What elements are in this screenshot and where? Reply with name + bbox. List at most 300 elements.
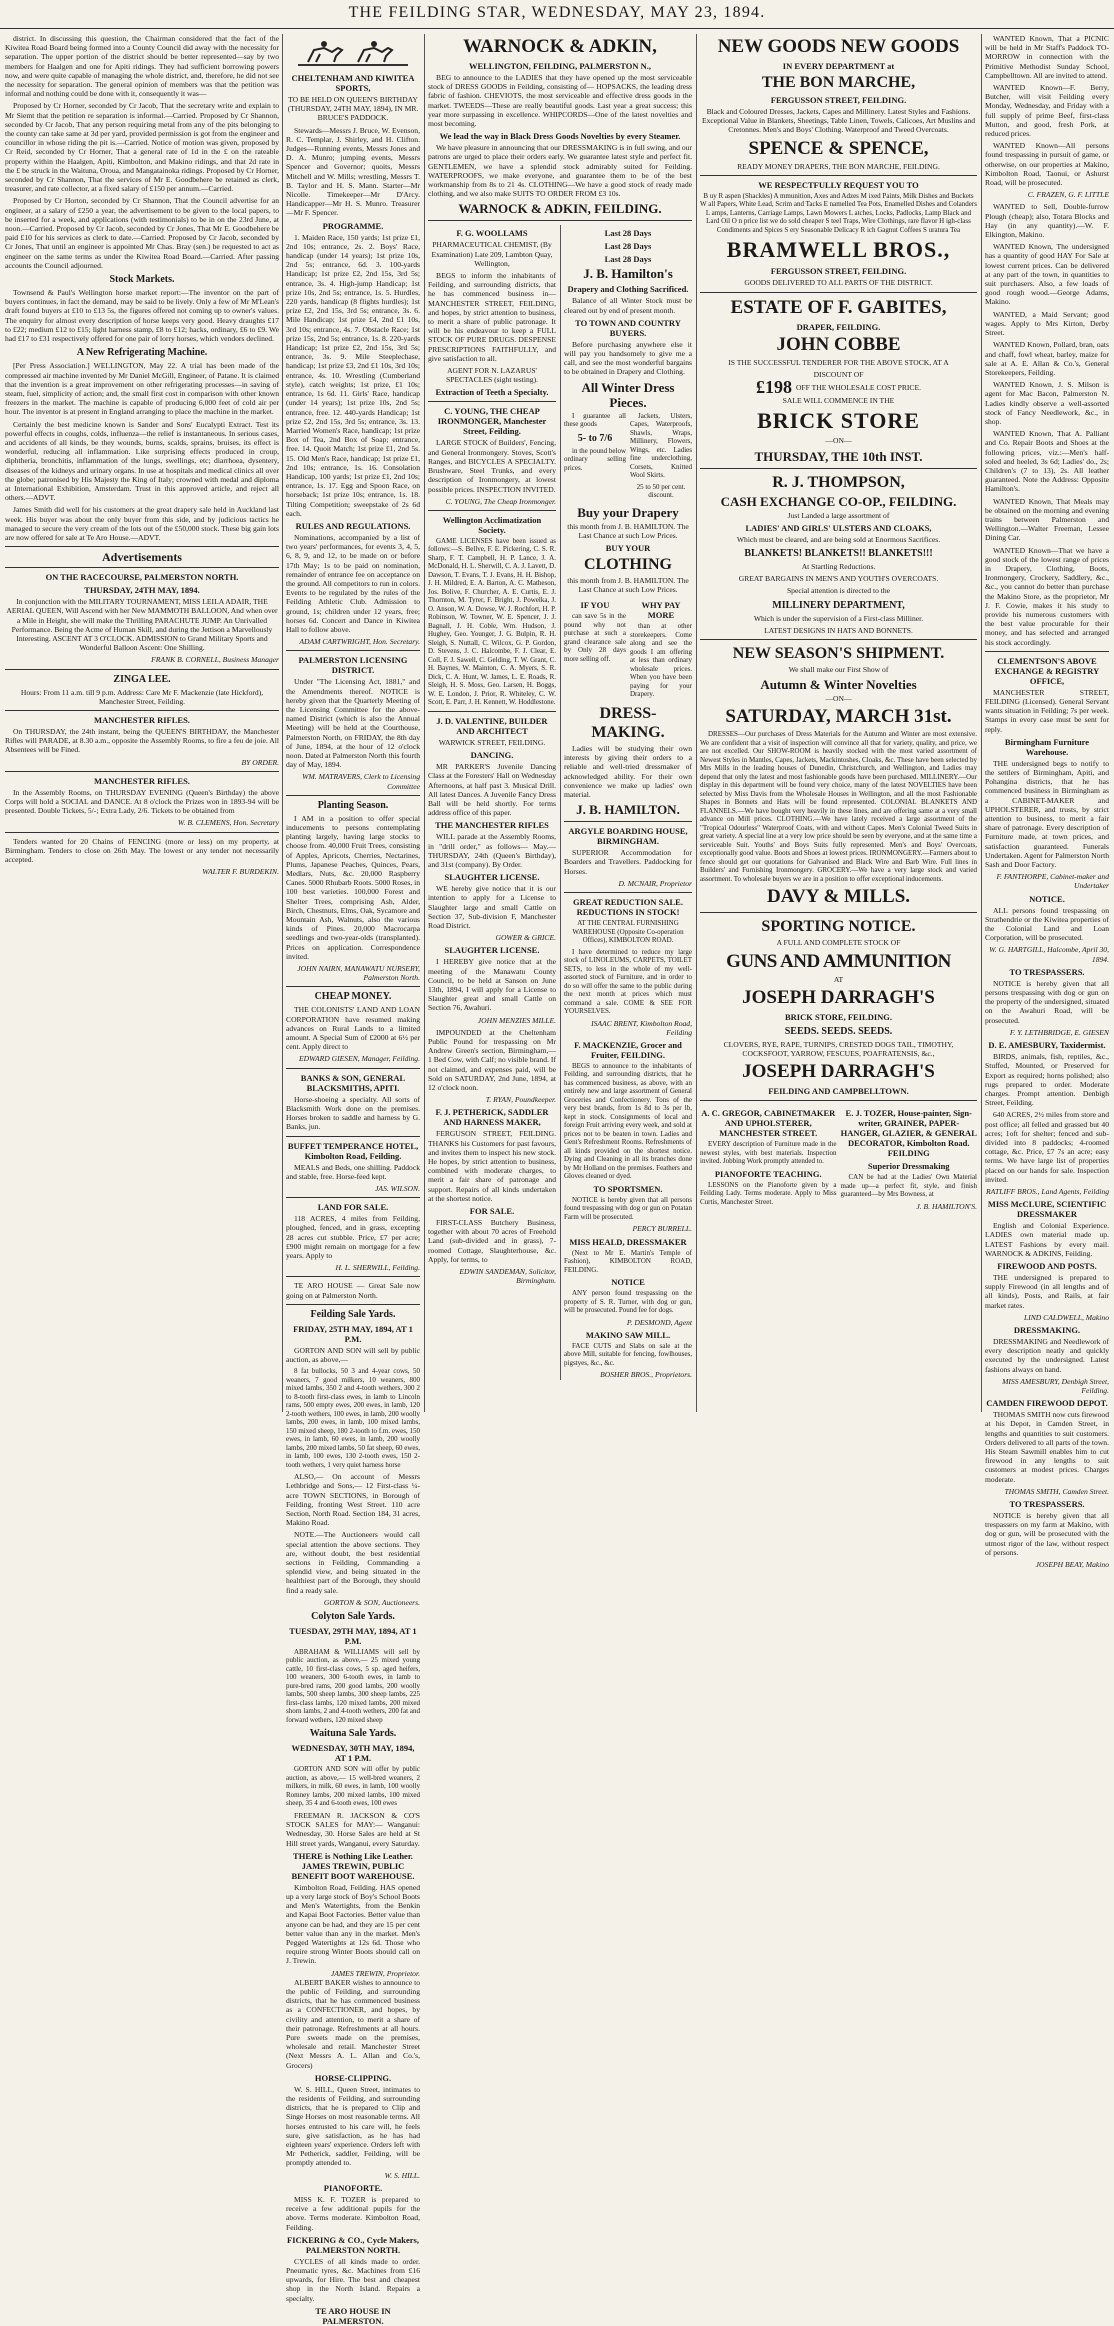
divider (5, 771, 279, 772)
taxidermist-heading: D. E. AMESBURY, Taxidermist. (988, 1040, 1106, 1051)
furniture-signature: F. FANTHORPE, Cabinet-maker and Undertaker (996, 872, 1109, 891)
shipment-text: DRESSES—Our purchases of Dress Materials for the Autumn and Winter are most extensive. We are confident that a visit of inspection will convince all that for variety, quality, and price, we are not excelled. Our SHOW-ROOM is heavily stocked with the most varied assortment of Newest Styles in Mantles, Capes, Jackets, Mackintoshes, Cloaks, &c. These have been selected by Mrs Mills in the leading houses of Dunedin, Christchurch, and Wellington, and Ladies may depend that only the latest and most fashionable goods have been purchased. MILLINERY.—Our display in this department will be found very choice, many of the latest NOVELTIES have been selected by Miss Davis from the Wholesale Houses in Wellington, and all the most Fashionable Shapes in Bonnets and Hats will be found represented. COLONIAL BLANKETS AND FLANNELS.—We have bought very heavily in these lines, and are offering same at a very small advance on Mill prices. CLOTHING.—We have lately received a large assortment of the "Tropical Odourless" Waterproof Coats, with and without Capes. Men's Colonial Tweed Suits in great variety. A special line at a very low price should be seen by everyone, and at the same time a serviceable Suit. Youths' and Boys Suits fully represented. Men's and Boys' Overcoats, exceptionally good value. Boots and Shoes at lowest prices. IRONMONGERY.—Farmers about to fence should get our quotations for Galvanised and Black Wire and Barb Wire. Full lines in Builders' and Furnishing Ironmongery. GROCERY.—We have a very large stock and varied assortment. To wholesale buyers we are in a position to offer exceptional inducements. (700, 730, 977, 883)
notice-text: ALL persons found trespassing on Strathendrie or the Kiwitea properties of the Colonial Land and Loan Corporation, will be prosecuted. (985, 905, 1109, 943)
also-text: ALSO,— On account of Messrs Lethbridge and Sons,— 12 First-class ¼-acre TOWN SECTIONS, in Borough of Feilding, fronting West Street. 110 acre Section, North Road. Section 184, 31 acres, Makino Road. (286, 1472, 420, 1528)
petherick-heading: F. J. PETHERICK, SADDLER AND HARNESS MAKER, (435, 1107, 549, 1128)
refrigerating-heading: A New Refrigerating Machine. (76, 347, 208, 359)
request-text: B uy R aspen (Shackles) A mmunition, Axes and Adzes M ixed Paints, Milk Dishes and Buckets W all Papers, White Lead, Scrim and Tacks E namelled Tea Pots, Enamelled Dishes and Colanders L amps, Lanterns, Carriage Lamps, Lawn Mowers L atches, Locks, Padlocks, Lamp Black and Lard Oil O n price list we do sold cheaper S teel Traps, Wire Clothings, rare flavor H igh-class Condiments and Spices S ery Seasonable Delicacy R ich Gagnut Coffees S uratura Tea (700, 191, 977, 234)
shipment-sub: We shall make our First Show of (788, 664, 889, 674)
shipment-novelties: Autumn & Winter Novelties (760, 677, 917, 693)
colyton-heading: Colyton Sale Yards. (311, 1610, 395, 1622)
column-3 (425, 34, 695, 1412)
licensing-signature: WM. MATRAVERS, Clerk to Licensing Committee (302, 772, 420, 791)
divider (428, 401, 556, 402)
notice-trespass-signature: P. DESMOND, Agent (626, 1317, 692, 1327)
shipment-date: SATURDAY, MARCH 31st. (725, 706, 952, 728)
land-text: 118 ACRES, 4 miles from Feilding, ploughed, fenced, and in grass, excepting 28 acres cut stubble. Price, £7 per acre; £900 might remain on mortgage for a few years. Apply to (286, 1214, 420, 1260)
brick-pre: SALE WILL COMMENCE IN THE (782, 396, 895, 406)
notice-heading: NOTICE. (1029, 893, 1065, 904)
divider (286, 1197, 420, 1198)
divider (564, 821, 692, 822)
divider (428, 220, 692, 221)
bramwell-heading: BRAMWELL BROS., (726, 237, 951, 263)
trespassers2-text: NOTICE is hereby given that all trespassers on my farm at Makino, with dog or gun, will be prosecuted with the utmost rigor of the law, without respect of persons. (985, 1511, 1109, 1557)
drapery-text: Balance of all Winter Stock must be cleared out by end of present month. (564, 296, 692, 315)
superior-dressmaking-text: CAN be had at the Ladies' Own Material made up—a perfect fit, style, and finish guaranteed—by Mrs Bowness, at (840, 1173, 977, 1199)
slaughter2-heading: SLAUGHTER LICENSE. (444, 945, 540, 956)
medicine-ad: Certainly the best medicine known is Sander and Sons' Eucalypti Extract. Test its powerful effects in coughs, colds, influenza—the relief is instantaneous. In serious cases, and accidents of all kinds, be they wounds, burns, scalds, sprains, bruises, its effect is wonderful, reducing all inflammation. Like surprising effects produced in croup, diphtheria, bronchitis, inflammation of the lungs, swellings, etc; diarrhoea, dysentery, diseases of the kidneys and urinary organs. In use at hospitals and medical clinics all over the globe; patronised by His Majesty the King of Italy; crowned with medal and diploma at International Exhibition, Amsterdam. Trust in this approved article, and reject all others.—ADVT. (5, 419, 279, 503)
makino-text: FACE CUTS and Slabs on sale at the above Mill, suitable for fencing, fowlhouses, pigstyes, &c., &c. (564, 1341, 692, 1367)
great-reduction-sub: AT THE CENTRAL FURNISHING WAREHOUSE (Opposite Co-operation Offices), KIMBOLTON ROAD. (572, 919, 684, 944)
cobbe-text: IS THE SUCCESSFUL TENDERER FOR THE ABOVE STOCK, AT A (728, 357, 949, 367)
tender-signature: WALTER F. BURDEKIN. (202, 867, 279, 877)
divider (700, 292, 977, 293)
warnock-locations: WELLINGTON, FEILDING, PALMERSTON N., (468, 61, 652, 71)
pianoforte-text: LESSONS on the Pianoforte given by a Feilding Lady. Terms moderate. Apply to Miss Curtis, Manchester Street. (700, 1180, 837, 1206)
slaughter-text: WE hereby give notice that it is our intention to apply for a License to Slaughter large and small Cattle on Section 37, Sub-division F, Manchester Road District. (428, 884, 556, 930)
wanted-picnic: WANTED Known, That a PICNIC will be held in Mr Staff's Paddock TO-MORROW in connection with the Primitive Methodist Sunday School, Campbelltown. All are invited to attend. (985, 34, 1109, 80)
sportsmen-signature: PERCY BURRELL. (632, 1224, 692, 1234)
divider (428, 510, 556, 511)
dressmaking-signature: MISS AMESBURY, Denbigh Street, Feilding. (1002, 1376, 1109, 1395)
young-text: LARGE STOCK of Builders', Fencing, and General Ironmongery. Stoves, Scott's Ranges, and BICYCLES A SPECIALTY. Brushware, Steel Trunks, and every description of Ironmongery, at lowest possible prices. INSPECTION INVITED. (428, 438, 556, 494)
whypay-heading: WHY PAY MORE (641, 600, 681, 621)
divider (700, 1100, 977, 1101)
heald-heading: MISS HEALD, DRESSMAKER (569, 1236, 687, 1247)
piano-heading: PIANOFORTE. (323, 2182, 383, 2193)
bon-marche-heading: NEW GOODS NEW GOODS (717, 36, 960, 57)
dressmaking-text: Ladies will be studying their own interests by giving their orders to a reliable and well-tried dressmaker of acknowledged ability. For their own convenience we make up ladies' own material. (564, 743, 692, 799)
rules-text: Nominations, accompanied by a list of two years' performances, for events 3, 4, 5, 6, 8, 9, and 12, to be made on or before 17th May; 1s to be paid on nomination, remainder of entrance fee on acceptance on the ground. All competitors to run in colors. Events to be regulated by the rules of the Feilding Athletic Club. Admission to ground, 1s; children under 12 years, free; horses 6d. Concert and Dance in Kiwitea Hall to follow above. (286, 532, 420, 634)
last-28-days: Last 28 Days (604, 254, 652, 265)
warnock-lead: We lead the way in Black Dress Goods Novelties by every Steamer. (439, 131, 681, 142)
stock-markets-heading: Stock Markets. (109, 274, 175, 286)
millinery-pre: Special attention is directed to the (786, 586, 891, 596)
woollams-sub: PHARMACEUTICAL CHEMIST, (By Examination) Late 209, Lambton Quay, Wellington, (431, 240, 553, 268)
te-aro-footer: TE ARO HOUSE IN PALMERSTON. (315, 2305, 391, 2326)
dress-price-sub: in the pound below ordinary selling prices. (564, 446, 626, 472)
cobbe-off: OFF THE WHOLESALE COST PRICE. (795, 382, 922, 392)
firewood-signature: LIND CALDWELL, Makino (1023, 1312, 1109, 1322)
dress-split (564, 412, 692, 503)
gabites-sub: DRAPER, FEILDING. (796, 321, 881, 332)
fickering-text: CYCLES of all kinds made to order. Pneumatic tyres, &c. Machines from £16 upwards, for Hire. The best and cheapest shop in the North Island. Repairs a specialty. (286, 2256, 420, 2303)
notice-trespass-text: ANY person found trespassing on the property of S. R. Turner, with dog or gun, will be prosecuted. Pound fee for dogs. (564, 1289, 692, 1315)
mcclure-text: English and Colonial Experience. LADIES own material made up. LATEST Fashions by every mail. WARNOCK & ADKINS, Feilding. (985, 1221, 1109, 1258)
dancing-heading: DANCING. (470, 750, 514, 761)
divider (286, 986, 420, 987)
slaughter-signature: GOWER & GRICE. (495, 933, 556, 943)
firewood-heading: FIREWOOD AND POSTS. (997, 1260, 1097, 1271)
dress-text: I guarantee all these goods (564, 411, 626, 429)
dress-right (630, 412, 692, 503)
slaughter2-text: I HEREBY give notice that at the meeting of the Manawatu County Council, to be held at Sanson on June 13th, 1894, I will apply for a License to Slaughter great and small Cattle on Section 76, Awahuri. (428, 957, 556, 1013)
trespassers2-heading: TO TRESPASSERS. (1009, 1499, 1085, 1510)
divider (286, 650, 420, 651)
valentine-text: WARWICK STREET, FEILDING. (438, 737, 546, 747)
balloon-signature: FRANK B. CORNELL, Business Manager (151, 655, 279, 665)
feilding-sale-heading: Feilding Sale Yards. (310, 1308, 396, 1320)
warnock-footer: WARNOCK & ADKIN, FEILDING. (458, 201, 662, 217)
tozer-heading: E. J. TOZER, House-painter, Sign-writer, GRAINER, PAPER-HANGER, GLAZIER, & GENERAL DECORATOR, Kimbolton Road. FEILDING (840, 1108, 977, 1159)
taxidermist-text: BIRDS, animals, fish, reptiles, &c., Stuffed, Mounted, or Preserved for Export as required; horns polished; also rugs prepared to order. Moderate charges. Prompt attention. Denbigh Street, Feilding. (985, 1052, 1109, 1108)
council-article: district. In discussing this question, the Chairman considered that the fact of the Kiwitea Road Board being formed into a County Council did away with the necessity for separation. The upper portion of the district should be better represented—say by two members for Haalgen and one for Apiti ridings. They had sufficient borrowing powers now, and were quite capable of managing the whole district, and, therefore, he did not see the necessity for separation. The general opinion of members was that the petition was informal and nothing could be done with it, consequently it was— (5, 34, 279, 99)
ifyou-left (564, 597, 626, 702)
brick-on: —ON— (825, 436, 852, 446)
thompson-goods: LADIES' AND GIRLS' ULSTERS AND CLOAKS, (745, 522, 932, 533)
trewin-signature: JAMES TREWIN, Proprietor. (330, 1968, 420, 1978)
sportsmen-text: NOTICE is hereby given that all persons found trespassing with dog or gun on Potatan Farm will be prosecuted. (564, 1195, 692, 1221)
land-heading: LAND FOR SALE. (317, 1202, 389, 1213)
col4-right (841, 1105, 978, 1214)
woollams-agent: AGENT FOR N. LAZARUS' SPECTACLES (sight testing). (446, 366, 538, 385)
warnock-heading: WARNOCK & ADKIN, (463, 36, 657, 57)
col4-left (700, 1105, 837, 1214)
banks-text: Horse-shoeing a specialty. All sorts of Blacksmith Work done on the premises. Horses broken to saddle and harness by G. Banks, jun. (286, 1094, 420, 1132)
planting-signature: JOHN NAIRN, MANAWATU NURSERY, Palmerston North. (297, 964, 420, 983)
refrigerating-text: [Per Press Association.] WELLINGTON, May 22. A trial has been made of the compressed air machine invented by Mr Daniel McGill, Engineer, of Patane. It is claimed that the invention is a great improvement on other refrigerating processes—in saving of steam, fuel, simplicity of action; and, the small first cost in comparison with other known freezers in the market. The machine is capable of producing 6,000 feet of cold air per hour. The inventor is at present in England arranging to place the machine in the market. (5, 361, 279, 417)
buffet-heading: BUFFET TEMPERANCE HOTEL, Kimbolton Road, Feilding. (287, 1140, 419, 1161)
millinery-heading: MILLINERY DEPARTMENT, (772, 599, 905, 611)
impound-text: IMPOUNDED at the Cheltenham Public Pound for trespassing on Mr Andrew Green's section, Birmingham,— 1 Bed Cow, with Calf; no visible brand. If not claimed, and expenses paid, will be Sold on SATURDAY, 2nd June, 1894, at 12 o'clock noon. (428, 1027, 556, 1092)
cobbe-discount: DISCOUNT OF (813, 369, 864, 379)
darragh-sub: BRICK STORE, FEILDING. (784, 1011, 893, 1022)
zinga-heading: ZINGA LEE. (113, 673, 171, 685)
colyton-text: ABRAHAM & WILLIAMS will sell by public auction, as above,— 25 mixed young cattle, 10 first-class cows, 5 sp. aged heifers, 100 weaners, 300 6-tooth ewes, in lamb to pure-bred rams, 200 good lambs, 200 woolly lambs, 500 sheep lambs, 300 sheep lambs, 225 first-class lambs, 120 mixed lambs, 200 mixed shorn lambs, 2 and 4-tooth wethers, 200 fat and forward wethers, 120 mixed sheep (286, 1647, 420, 1724)
pianoforte-heading: PIANOFORTE TEACHING. (714, 1168, 822, 1179)
thompson-text: Just Landed a large assortment of (787, 510, 890, 520)
superior-dressmaking-heading: Superior Dressmaking (867, 1161, 950, 1172)
thompson-heading: R. J. THOMPSON, (772, 473, 905, 491)
millinery-text: Which is under the supervision of a First-class Milliner. (753, 613, 924, 623)
woollams-heading: F. G. WOOLLAMS (456, 228, 528, 239)
bon-marche-address: FERGUSSON STREET, FEILDING. (770, 95, 907, 105)
land-signature: H. L. SHERWILL, Feilding. (335, 1263, 420, 1273)
ifyou-text: can save 5s in the pound why not purchase at such a grand clearance sale by Only 28 days more selling off. (564, 612, 626, 663)
superior-dressmaking-signature: J. B. HAMILTON'S. (916, 1201, 977, 1211)
drapery-heading: Drapery and Clothing Sacrificed. (567, 284, 689, 295)
warnock-text: BEG to announce to the LADIES that they have opened up the most serviceable stock of DRESS GOODS in Feilding, consisting of— HOPSACKS, the leading dress fabric of fashion. CHEVIOTS, the most serviceable and effective dress goods in the market. TWEEDS—These are really beautiful goods. Last year a great success; this year more surpassing in excellence. WHIPCORDS—One of the latest novelties and most becoming. (428, 73, 692, 129)
argyle-heading: ARGYLE BOARDING HOUSE, BIRMINGHAM. (568, 826, 688, 847)
te-aro-ad: TE ARO HOUSE — Great Sale now going on at Palmerston North. (286, 1281, 420, 1300)
rifles-social-signature: W. B. CLEMENS, Hon. Secretary (177, 818, 279, 828)
council-proposed: Proposed by Cr Horner, seconded by Cr Jacob, That the secretary write and explain to Mr Siemt that the petition re separation is informal.—Carried. Proposed by Cr Shannon, seconded by Cr Jacob, That any person requiring metal from any of the pits belonging to the county can take same at 3d per yard, provided permission is got from the engineer and councillor in whose riding the pit is.—Carried. Notice of motion was given, proposed by Cr Reid, seconded by Cr Horner, That a general rate of 1d in the £ on the rateable property within the Haalgen, Apiti, Kimbolton, and Makino ridings, and that 2d rate in the £ be struck in the Waituna, Oroua, and Mangatainoka ridings. Proposed by Cr Horner, seconded by Cr Shannon, That the services of Mr E. Goodbehere be retained as clerk, treasurer, and rate collector, at a fixed salary of £150 per annum.—Carried. (5, 101, 279, 194)
divider (985, 651, 1109, 652)
dancing-text: MR PARKER'S Juvenile Dancing Class at the Foresters' Hall on Wednesday Afternoons, at half past 3. Musical Drill. All latest Dances. A Juvenile Fancy Dress Ball will be held shortly. For terms address office of this paper. (428, 762, 556, 818)
millinery-footer: LATEST DESIGNS IN HATS AND BONNETS. (764, 625, 913, 635)
baker-text: ALBERT BAKER wishes to announce to the public of Feilding, and surrounding districts, that he has commenced business as a CONFECTIONER, and hopes, by civility and attention, to merit a share of their patronage. Refreshments at all hours. Pure sweets made on the premises, wholesale and retail. Manchester Street (Next Messrs A. L. Allan and Co.'s, Grocers) (286, 1977, 420, 2070)
forsale-text: FIRST-CLASS Butchery Business, together with about 70 acres of Freehold Land (sub-divided and in grass), 7-roomed Cottage, Slaughterhouse, &c. Apply, for terms, to (428, 1218, 556, 1264)
dressmaking-heading: DRESS-MAKING. (591, 704, 665, 741)
spence-heading: SPENCE & SPENCE, (748, 137, 929, 159)
waituna-date: WEDNESDAY, 30TH MAY, 1894, AT 1 P.M. (291, 1743, 415, 1764)
divider (286, 1136, 420, 1137)
balloon-ad: In conjunction with the MILITARY TOURNAMENT, MISS LEILA ADAIR, THE AERIAL QUEEN, Will Ascend with her New MAMMOTH BALLOON, And when over a Mile in Height, she will make the Thrilling PARACHUTE JUMP. An Unrivalled Performance. Being the Acme of Human Skill, and during the Jettison a Marvellously Interesting. ASCENT AT 3 O'CLOCK. ADMISSION to Grand Military Sports and Wonderful Balloon Ascent: One Shilling. (6, 597, 278, 653)
darragh-heading: JOSEPH DARRAGH'S (742, 986, 935, 1008)
young-signature: C. YOUNG, The Cheap Ironmonger. (445, 496, 556, 506)
sportsmen-heading: TO SPORTSMEN. (593, 1183, 663, 1194)
bramwell-sub: FERGUSSON STREET, FEILDING. (770, 266, 907, 277)
rules-signature: ADAM CARTWRIGHT, Hon. Secretary. (299, 637, 420, 647)
cobbe-price: £198 (755, 376, 792, 397)
dress-left (564, 412, 626, 503)
dressmaking-text: DRESSMAKING and Needlework of every description neatly and quickly executed by the undersigned. Latest fashions always on hand. (985, 1336, 1109, 1374)
manchester-rifles-text: WILL parade at the Assembly Rooms, in "drill order," as follows— May.—THURSDAY, 24th (Queen's Birthday), and 31st (company). By Order. (428, 832, 556, 869)
advertisements-heading: Advertisements (102, 550, 182, 565)
gabites-heading: ESTATE OF F. GABITES, (730, 296, 947, 318)
note-signature: GORTON & SON, Auctioneers. (323, 1597, 420, 1607)
spence-sub: READY MONEY DRAPERS, THE BON MARCHE, FEILDING. (737, 161, 940, 171)
wanted-hay: WANTED Known, The undersigned has a quantity of good HAY For Sale at lowest current prices. Can be delivered at any part of the town, in quantities to suit purchasers. Also, a few loads of good rough wood.—George Adams, Makino. (985, 242, 1109, 307)
great-reduction-text: I have determined to reduce my large stock of LINOLEUMS, CARPETS, TOILET SETS, to less in the whole of my well-assorted stock of Furniture, and in order to do so will offer the same to the public during the next month at prices which must command a sale. COME & SEE FOR YOURSELVES. (564, 947, 692, 1015)
fickering-heading: FICKERING & CO., Cycle Makers, PALMERSTON NORTH. (287, 2234, 419, 2255)
clothing-heading: CLOTHING (583, 556, 672, 574)
slaughter-heading: SLAUGHTER LICENSE. (444, 872, 540, 883)
guns-at: AT (833, 974, 844, 984)
camden-signature: THOMAS SMITH, Camden Street. (1004, 1486, 1109, 1496)
forsale-signature: EDWIN SANDEMAN, Solicitor, Birmingham. (459, 1267, 556, 1286)
rifles-social-text: In the Assembly Rooms, on THURSDAY EVENING (Queen's Birthday) the above Corps will hold a SOCIAL and DANCE. At 8 o'clock the Prizes won in 1893-94 will be presented. Double Tickets, 5/-; Extra Lady, 2/6. Tickets to be obtained from (5, 787, 279, 816)
divider (5, 546, 279, 547)
column-4 (697, 34, 980, 1412)
feilding-sale-list: 8 fat bullocks, 50 3 and 4-year cows, 50 weaners, 7 good milkers, 10 weaners, 800 mixed lambs, 350 2 and 4-tooth wethers, 300 2 to 8-tooth first-class ewes, in lamb to Lincoln rams, 500 empty ewes, 200 ewes, in lamb, 120 2-tooth wethers, 100 ewes, in lamb, 200 woolly lambs, 200 ewes, in lamb, 100 mixed lambs, 150 mixed sheep, 180 2-tooth to f.m. ewes, 150 ewes, in lamb, 60 ewes, in lamb, 200 woolly lambs, 200 mixed lambs, 50 fat sheep, 60 ewes, in lamb, 100 ewes, 130 2-tooth ewes, 150 2-tooth wethers, 1 very quiet harness horse (286, 1367, 420, 1469)
wanted-boots: WANTED Known, That A. Palliant and Co. Repair Boots and Shoes at the following prices, viz.:—Men's half-soled and heeled, 3s 6d; Ladies' do., 2s; Children's (7 to 13), 2s. All leather guaranteed. Note the Address: Opposite Hamilton's. (985, 429, 1109, 494)
cheltenham-heading: CHELTENHAM AND KIWITEA SPORTS, (291, 73, 415, 93)
warnock-text-2: We have pleasure in announcing that our DRESSMAKING is in full swing, and our patrons are urged to place their orders early. We guarantee latest style and perfect fit. GENTLEMEN, we have a splendid stock admirably suited for Feilding. WATERPROOFS, we make everyone, and guarantee them to be of the best workmanship from 8s to 21 4s. CLOTHING—We have a good stock of ready made clothing, and we also make SUITS TO ORDER FROM £3 10s. (428, 143, 692, 199)
col3-right (560, 225, 692, 1379)
impound-signature: T. RYAN, Poundkeeper. (485, 1095, 556, 1105)
bon-marche-text: Black and Coloured Dresses, Jackets, Capes and Millinery. Latest Styles and Fashions. Exceptional Value in Blankets, Sheetings, Table Linen, Towels, Calicoes, Art Muslins and Cretonnes. Men's and Boys' Clothing. Waterproof and Tweed Overcoats. (701, 107, 976, 135)
argyle-signature: D. MCNAIR, Proprietor (618, 878, 692, 888)
cheap-money-signature: EDWARD GIESEN, Manager, Feilding. (299, 1054, 420, 1064)
thompson-text-2: Which must be cleared, and are being sold at Enormous Sacrifices. (736, 534, 941, 544)
cobbe-price-line (700, 376, 977, 397)
sporting-heading: SPORTING NOTICE. (761, 918, 916, 936)
divider (5, 832, 279, 833)
blankets-heading: BLANKETS! BLANKETS!! BLANKETS!!! (744, 547, 933, 559)
divider (700, 639, 977, 640)
cheap-money-text: THE COLONISTS' LAND AND LOAN CORPORATION have resumed making advances on Rural Lands to a limited amount. A Special Sum of £2000 at 6½ per cent. Apply direct to (286, 1005, 420, 1052)
davy-mills-heading: DAVY & MILLS. (766, 886, 911, 908)
divider (428, 711, 556, 712)
col4-split (700, 1105, 977, 1214)
acclimatization-text: GAME LICENSES have been issued as follows:—S. Bellve, F. E. Pickering, C. S. R. Sharp, F. T. Campbell, H. P. Lance, J. A. McDonald, H. L. Sherwill, C. A. J. Lavett, D. Dawson, T. Evans, T. J. Evans, H. H. Bishop, J. H. Mildred, E. A. Barton, A. C. Matheson, Jos. Bolive, F. Churcher, A. E. Curtis, E. J. Thornton, M. Tyrer, F. Bright, J. Powelka, J. O. Anson, W. A. Dowse, W. J. Rochfort, H. P. Robinson, W. Towner, W. E. Spencer, J. J. Bagnall, J. H. Coble, Wm. Hudson, J. Hughey, Geo. Younger, J. G. Bulpin, R. H. Sleigh, S. Nuttall, C. Wilcox, G. P. Gordon, D. Stevens, J. C. Halcombe, F. J. Clear, E. Coll, F. J. Sawell, C. Gelding, T. W. Grant, C. H. Baynes, W. Mainton, C. A. Myers, S. R. Dick, C. A. Hunt, W. James, L. E. Roads, R. Sleigh, H. S. Moss, Geo. Larsen, H. Boggs, W. E. London, J. Prior, R. Whiteley, C. W. Scott, E. Parr, J. H. Kennett, W. Hoddlestone. (428, 536, 556, 707)
masthead: THE FEILDING STAR, WEDNESDAY, MAY 23, 1894. (0, 4, 1114, 29)
rifles-text: On THURSDAY, the 24th instant, being the QUEEN'S BIRTHDAY, the Manchester Rifles will PARADE, at 8.30 a.m., opposite the Assembly Rooms, to fire a feu de joie. All Absentees will be Fined. (5, 726, 279, 755)
divider (700, 468, 977, 469)
mackenzie-heading: F. MACKENZIE, Grocer and Fruiter, FEILDING. (574, 1039, 682, 1060)
wanted-plough: WANTED to Sell, Double-furrow Plough (cheap); also, Totara Blocks and Hay (in any quantity).—W. F. Elkington, Makino. (985, 202, 1109, 240)
teeth-heading: Extraction of Teeth a Specialty. (435, 387, 549, 398)
furniture-text: THE undersigned begs to notify to the settlers of Birmingham, Apiti, and Pohangina districts, that he has commenced business in Birmingham as a CABINET-MAKER and UPHOLSTERER, and trusts, by strict attention to business, to merit a fair share of patronage. Every description of Furniture made, at town prices, and satisfaction guaranteed. Funerals Undertaken. Agent for Palmerston North Sash and Door Factory. (985, 758, 1109, 870)
darragh2-sub: FEILDING AND CAMPBELLTOWN. (768, 1086, 909, 1097)
gregor-text: EVERY description of Furniture made in the newest styles, with best materials. Inspection invited. Jobbing Work promptly attended to. (700, 1140, 837, 1166)
divider (5, 567, 279, 568)
waituna-text: GORTON AND SON will offer by public auction, as above,— 15 well-bred weaners, 2 milkers, in milk, 60 ewes, in lamb, 100 woolly Romney lambs, 200 mixed lambs, 100 mixed sheep, 35 4 and 6-tooth ewes, 100 ewes (286, 1765, 420, 1808)
makino-heading: MAKINO SAW MILL. (585, 1329, 671, 1340)
clementson-text: MANCHESTER STREET, FEILDING (Licensed). General Servant wants situation in Feilding; 7s per week. Stamps in every case must be sent for reply. (985, 687, 1109, 734)
wanted-milson: WANTED Known, J. S. Milson is agent for Mac Bacon, Palmerston N. Ladies kindly observe a well-assorted stock of Fancy Needlework, &c., in shop. (985, 380, 1109, 426)
acres-signature: RATLIFF BROS., Land Agents, Feilding (986, 1186, 1109, 1196)
col3-split (428, 225, 692, 1379)
petherick-text: FERGUSON STREET, FEILDING. THANKS his Customers for past favours, and invites them to inspect his new stock. He hopes, by strict attention to business, combined with moderate charges, to merit a fair share of patronage and support. Repairs of all kinds undertaken at the shortest notice. (428, 1129, 556, 1203)
tender-text: Tenders wanted for 20 Chains of FENCING (more or less) on my property, at Birmingham. Tenders to close on 26th May. The lowest or any tender not necessarily accepted. (5, 836, 279, 865)
trespassers-signature: F. Y. LETHBRIDGE, E. GIESEN (1009, 1027, 1109, 1037)
divider (564, 892, 692, 893)
wanted-trespass-signature: C. FRAZEN, G. F. LITTLE (1027, 190, 1109, 200)
whypay-text: than at other storekeepers. Come along and see the goods I am offering at less than ordinary wholesale prices. When you have been paying for your Drapery. (630, 622, 692, 699)
col3-left (428, 225, 556, 1379)
sporting-sub: A FULL AND COMPLETE STOCK OF (776, 938, 901, 948)
firewood-text: THE undersigned is prepared to supply Firewood (in all lengths and of all kinds), Posts, and Rails, at fair market rates. (985, 1272, 1109, 1310)
valentine-heading: J. D. VALENTINE, BUILDER AND ARCHITECT (436, 715, 548, 736)
great-reduction-signature: ISAAC BRENT, Kimbolton Road, Feilding (591, 1018, 692, 1037)
clothing-sub: this month from J. B. HAMILTON. The Last Chance at such Low Prices. (567, 576, 689, 595)
rifles-signature: BY ORDER. (241, 757, 279, 767)
trespassers-heading: TO TRESPASSERS. (1009, 966, 1085, 977)
james-smith-ad: James Smith did well for his customers at the great drapery sale held in Auckland last week. His buyer was about the only buyer from this side, and by judicious tactics he managed to secure the very cream of the lots out of the £50,000 stock. These big gain lots are now offered for sale at Te Aro House.—ADVT. (5, 505, 279, 542)
programme-text: 1. Maiden Race, 150 yards; 1st prize £1, 2nd 10s; entrance, 2s. 2. Boys' Race, handicap (under 14 years); 1st prize 10s, 2nd 5s; entrance, 6d. 3. 100-yards Handicap; 1st prize £2, 2nd 15s, 3rd 5s; entrance, 3s. 4. High-jump Handicap; 1st prize 10s, 2nd 5s; entrance, 1s. 5. Hurdles, 220 yards, handicap (8 flights hurdles); 1st prize £2, 2nd 15s, 3rd 5s; entrance, 3s. 6. Mile Handicap; 1st prize £4, 2nd £1 10s, 3rd 10s; entrance, 4s. 7. Obstacle Race; 1st prize 15s, 2nd 5s; entrance, 1s. 8. 220-yards Handicap; 1st prize £2, 2nd 15s, 3rd 5s; entrance, 3s. 9. Mile Steeplechase, handicap; 1st prize £3, 2nd £1 10s, 3rd 10s; entrance, 4s. 10. Wrestling (Cumberland style), catch weights; 1st prize, £1 10s; entrance, 1s 6d. 11. Girls' Race, handicap (under 14 years); 1st prize 10s, 2nd 5s; entrance, free. 12. 440-yards Handicap; 1st prize £2, 2nd 15s, 3rd 5s; entrance, 3s. 13. Married Women's Race, handicap; 1st prize Box of Tea, 2nd Box of Soap; entrance, free. 14. Quoit Match; 1st prize £1, 2nd 5s. 15. Old Men's Race, handicap; 1st prize £1, 2nd 10s; entrance, 1s. 16. Consolation Handicap, 100 yards; 1st prize £1, 2nd 10s; entrance, 1s. 17. Egg and Spoon Race, on horseback; 1st prize 10s; entrance, 1s. 18. Tilting Competition; sweepstake of 2s 6d each. (286, 232, 420, 518)
woollams-text: BEGS to inform the inhabitants of Feilding, and surrounding districts, that he has commenced business in— MANCHESTER STREET, FEILDING, and hopes, by strict attention to business, to merit a share of public patronage. It will be his endeavour to keep a FULL STOCK OF PURE DRUGS. DESPENSE PRESCRIPTIONS FAITHFULLY, and give satisfaction to all. (428, 271, 556, 363)
bramwell-footer: GOODS DELIVERED TO ALL PARTS OF THE DISTRICT. (744, 278, 933, 288)
whypay-right (630, 597, 692, 702)
column-2 (283, 34, 423, 2326)
ifyou-split (564, 597, 692, 702)
guns-heading: GUNS AND AMMUNITION (726, 950, 951, 972)
trespassers-text: NOTICE is hereby given that all persons trespassing with dog or gun on the property of the undersigned, situated on the Awahuri Road, will be prosecuted. (985, 978, 1109, 1025)
town-heading: TO TOWN AND COUNTRY BUYERS. (575, 317, 681, 338)
wanted-maid: WANTED, a Maid Servant; good wages. Apply to Mrs Kirton, Derby Street. (985, 309, 1109, 338)
slaughter2-signature: JOHN MENZIES MILLE. (477, 1015, 556, 1025)
forsale-heading: FOR SALE. (469, 1206, 515, 1217)
column-1 (2, 34, 282, 1412)
cheltenham-text: Stewards—Messrs J. Bruce, W. Evenson, R. C. Templar, J. Shirley, and H. Clifton. Judges—Running events, Messrs Jones and D. A. Munro; jumping events, Messrs Spencer and Governor; quoits, Messrs Mitchell and W. Mills; wrestling, Messrs T. B. Taylor and H. S. Mann. Starter—Mr Nicolle. Timekeeper—Mr D'Arcy. Handicapper—Mr H. S. Munro. Treasurer—Mr F. Spencer. (286, 125, 420, 218)
mcclure-heading: MISS McCLURE, SCIENTIFIC DRESSMAKER (987, 1199, 1107, 1220)
horse-race-illustration (298, 36, 408, 70)
racecourse-heading: ON THE RACECOURSE, PALMERSTON NORTH. (45, 572, 239, 583)
dressmaking-heading: DRESSMAKING. (1013, 1324, 1081, 1335)
divider (5, 710, 279, 711)
column-5 (982, 34, 1112, 1570)
camden-text: THOMAS SMITH now cuts firewood at his Depot, in Camden Street, in lengths and quantities to suit customers. Orders delivered to all parts of the town. His Steam Sawmill enables him to cut firewood in any lengths to suit customers at modest prices. Charges moderate. (985, 1410, 1110, 1484)
hill-text: W. S. HILL, Queen Street, intimates to the residents of Feilding, and surrounding districts, that he is prepared to Clip and Singe Horses on most reasonable terms. All horses entrusted to his care will, he feels sure, give satisfaction, as he has had eighteen years' experience. Orders left with Mr Petherick, saddler, Feilding, will be promptly attended to. (286, 2084, 420, 2168)
cobbe-heading: JOHN COBBE (776, 333, 901, 355)
request-heading: WE RESPECTFULLY REQUEST YOU TO (758, 179, 919, 190)
last-28-days: Last 28 Days (604, 228, 652, 239)
trewin-text: Kimbolton Road, Feilding. HAS opened up a very large stock of Boy's School Boots and Men's Watertights, from the Benkin and Kapai Boot Factories. Better value than anyone can be had, and they are 15 per cent better value than any in the market. Men's Pegged Watertights at 12s 6d. Those who require strong Winter Boots should call on J. Trewin. (286, 1882, 420, 1966)
buy-sub: this month from J. B. HAMILTON. The Last Chance at such Low Prices. (567, 521, 689, 540)
wanted-meals: WANTED Known, That Meals may be obtained on the morning and evening trains between Palmerston and Wellington.—Walter Freeman, Lessee Dining Car. (985, 496, 1109, 543)
dress-heading: All Winter Dress Pieces. (581, 379, 675, 410)
seeds-heading: SEEDS. SEEDS. SEEDS. (784, 1025, 893, 1037)
buy-your: BUY YOUR (605, 543, 651, 554)
thompson-sub: CASH EXCHANGE CO-OP., FEILDING. (720, 493, 957, 509)
wanted-makino-store: WANTED Known—That we have a good stock of the lowest range of prices in Drapery, Clothing, Boots, Ironmongery, Crockery, Saddlery, &c., &c., you cannot do better than purchase the Makino Store, as the proprietor, Mr J. F. Cowie, makes it his study to provide his numerous customers with the best value procurable for their money, and has selected and arranged his stock accordingly. (985, 545, 1109, 647)
hamilton-name: J. B. Hamilton's (583, 266, 673, 282)
dress-price: 5- to 7/6 (577, 432, 613, 444)
town-text: Before purchasing anywhere else it will pay you handsomely to give me a call, and see the most wonderful bargains to be obtained in Drapery and Clothing. (564, 339, 692, 377)
cheap-money-heading: CHEAP MONEY. (314, 991, 392, 1003)
argyle-text: SUPERIOR Accommodation for Boarders and Travellers. Paddocking for Horses. (564, 848, 692, 876)
feilding-sale-date: FRIDAY, 25TH MAY, 1894, AT 1 P.M. (293, 1323, 413, 1344)
furniture-heading: Birmingham Furniture Warehouse. (1004, 736, 1090, 757)
manchester-rifles-heading: THE MANCHESTER RIFLES (435, 820, 549, 831)
buy-heading: Buy your Drapery (577, 504, 679, 520)
rifles-heading: MANCHESTER RIFLES. (94, 714, 190, 725)
rules-heading: RULES AND REGULATIONS. (295, 520, 411, 531)
dress-right-text: Jackets, Ulsters, Capes, Waterproofs, Shawls, Wraps, Millinery, Flowers, Wings, etc. Ladies fine underclothing, Corsets, Knitted Wool Skirts. (630, 411, 692, 480)
heald-text: (Next to Mr E. Martin's Temple of Fashion), KIMBOLTON ROAD, FEILDING. (564, 1248, 692, 1274)
wanted-pollard: WANTED Known, Pollard, bran, oats and chaff, fowl wheat, barley, maize for sale at A. E. Allan & Co.'s, General Storekeepers, Feilding. (985, 340, 1109, 377)
council-engineer: Proposed by Cr Horton, seconded by Cr Shannon, That the Council advertise for an engineer, at a salary of £250 a year, the advertisement to be given to the local papers, to be inserted for a week, and applications (with testimonials) to be in on the 23rd June, at noon.—Carried. Proposed by Cr Jacob, seconded by Cr Jones, That Mr E. Goodbehere be paid £10 for his services as clerk to date.—Carried. Proposed by Cr Jacob, seconded by Cr Jones, That until an engineer is appointed Mr Chas. Bray (sen.) be requested to act as engineer on the same terms as under the Kiwitea Road Board.—Carried. After passing accounts the Council adjourned. (5, 196, 279, 270)
banks-heading: BANKS & SON, GENERAL BLACKSMITHS, APITI. (300, 1072, 406, 1093)
brick-store-heading: BRICK STORE (757, 408, 920, 434)
gregor-heading: A. C. GREGOR, CABINETMAKER AND UPHOLSTERER, MANCHESTER STREET. (701, 1108, 836, 1139)
darragh2-heading: JOSEPH DARRAGH'S (742, 1061, 935, 1083)
zinga-text: Hours: From 11 a.m. till 9 p.m. Address: Care Mr F. Mackenzie (late Hickford), Manchester Street, Feilding. (20, 687, 264, 706)
divider (700, 175, 977, 176)
clementson-heading: CLEMENTSON'S ABOVE EXCHANGE & REGISTRY OFFICE, (994, 655, 1100, 686)
shipment-heading: NEW SEASON'S SHIPMENT. (732, 644, 945, 662)
hill-heading: HORSE-CLIPPING. (314, 2072, 392, 2083)
cheltenham-sub: TO BE HELD ON QUEEN'S BIRTHDAY (THURSDAY, 24TH MAY, 1894), IN MR. BRUCE'S PADDOCK. (287, 95, 419, 123)
feilding-sale-text: GORTON AND SON will sell by public auction, as above,— (286, 1345, 420, 1364)
divider (286, 1276, 420, 1277)
notice-trespass-heading: NOTICE (611, 1277, 645, 1288)
waituna-heading: Waituna Sale Yards. (309, 1728, 397, 1740)
bon-marche-sub: IN EVERY DEPARTMENT at (782, 61, 895, 71)
makino-signature: BOSHER BROS., Proprietors. (600, 1370, 692, 1380)
mackenzie-text: BEGS to announce to the inhabitants of Feilding, and surrounding districts, that he has commenced business, as above, with an entirely new and large assortment of General Groceries and Confectionery. Tons of the very best brands, from 1s 8d to 3s per lb, kept in stock. Consignments of local and foreign Fruit arriving every week, and sold at prices not to be beaten in town. Ladies and Gent's Refreshment Rooms. Refreshments of all kinds provided on the shortest notice. Dying and Cleaning in all its branches done by Mr Holland on the premises. Feathers and Gloves cleaned or dyed. (564, 1061, 692, 1181)
licensing-heading: PALMERSTON LICENSING DISTRICT. (298, 655, 408, 676)
piano-text: MISS K. F. TOZER is prepared to receive a few additional pupils for the above. Terms moderate. Kimbolton Road, Feilding. (286, 2194, 420, 2232)
trespassers2-signature: JOSEPH BEAY, Makino (1035, 1560, 1109, 1570)
seeds-text: CLOVERS, RYE, RAPE, TURNIPS, CRESTED DOGS TAIL, TIMOTHY, COCKSFOOT, YARROW, FESCUES, POAFRATENSIS, &c., (723, 1039, 954, 1058)
dress-discount: 25 to 50 per cent. discount. (636, 482, 686, 500)
divider (5, 669, 279, 670)
wanted-trespass: WANTED Known—All persons found trespassing in pursuit of game, or otherwise, on our properties at Makino, Kimbolton Road, Taonui, or Ashurst Road, will be prosecuted. (985, 141, 1109, 188)
stock-markets-text: Townsend & Paul's Wellington horse market report:—The inventor on the part of buyers continues, in fact the demand, may be said to be lively. Only a few of Mr M'Lean's draft found buyers at £10 to £13 5s, the figures offered not coming up to owner's values. The enquiry for almost every description of horse keeps very good. Heavy draughts £17 to £22; medium £12 to £15; light harness stamp, £8 to £12; hacks, ordinary, £6 to £9. We had £17 to £31 respectively offered for one pair of lorry horses, which vendors declined. (5, 288, 279, 344)
last-28-days: Last 28 Days (604, 241, 652, 252)
stock-sales-block (286, 1309, 420, 2326)
licensing-text: Under "The Licensing Act, 1881," and the Amendments thereof. NOTICE is hereby given that the Quarterly Meeting of the Licensing Committee for the above-named District (which is also the Annual Meeting) will be held at the Courthouse, Palmerston North, on FRIDAY, the 8th day of June, 1894, at the hour of 12 o'clock noon. Dated at Palmerston North this fourth day of May, 1894. (286, 677, 420, 770)
brick-date: THURSDAY, THE 10th INST. (754, 448, 923, 464)
bon-marche-name: THE BON MARCHE, (761, 74, 916, 91)
planting-text: I AM in a position to offer special inducements to persons contemplating planting largely, having large stocks to choose from. 40,000 Fruit Trees, consisting of Apples, Apricots, Cherries, Nectarines, Plums, Japanese Peaches, Quinces, Pears, Medlars, Nuts, &c. 20,000 Raspberry Canes. 5000 Rhubarb Roots. 5000 Roses, in 100 best varieties. 100,000 Forest and Shelter Trees, comprising Ash, Alder, Birch, Chestnuts, Elms, Oak, Sycamore and Mountain Ash, Walnuts, also the various kinds of Pines. 20,000 Macrocarpa seedlings and two-year-olds (transplanted). Prices on application. Correspondence invited. (286, 813, 420, 961)
divider (700, 912, 977, 913)
notice-signature: W. G. HARTGILL, Halcombe, April 30, 1894. (989, 945, 1109, 964)
camden-heading: CAMDEN FIREWOOD DEPOT. (986, 1398, 1108, 1409)
great-bargains: GREAT BARGAINS IN MEN'S AND YOUTH'S OVERCOATS. (738, 574, 939, 584)
programme-heading: PROGRAMME. (322, 220, 384, 231)
wanted-butcher: WANTED Known—F. Berry, Butcher, will visit Feilding every Monday, Wednesday, and Friday with a full supply of prime Beef, first-class Mutton, and good, fresh Pork, at reduced prices. (985, 83, 1109, 139)
blankets-sub: At Startling Reductions. (801, 561, 876, 571)
note-text: NOTE.—The Auctioneers would call special attention the above sections. They are, without doubt, the best residential sections in Feilding, Commanding a splendid view, and being situated in the healthiest part of the Borough, they should find a ready sale. (286, 1530, 420, 1595)
divider (286, 1304, 420, 1305)
great-reduction-heading: GREAT REDUCTION SALE. REDUCTIONS IN STOCK! (573, 897, 683, 917)
buffet-signature: JAS. WILSON. (375, 1183, 420, 1193)
colyton-date: TUESDAY, 29TH MAY, 1894, AT 1 P.M. (289, 1625, 417, 1646)
young-heading: C. YOUNG, THE CHEAP IRONMONGER, Manchester Street, Feilding. (437, 406, 547, 437)
hill-signature: W. S. HILL. (384, 2170, 420, 2180)
divider (286, 1068, 420, 1069)
rifles-social-heading: MANCHESTER RIFLES. (94, 775, 190, 786)
planting-heading: Planting Season. (317, 799, 389, 811)
shipment-on: —ON— (825, 694, 852, 704)
trewin-heading: THERE is Nothing Like Leather. JAMES TREWIN, PUBLIC BENEFIT BOOT WAREHOUSE. (291, 1850, 415, 1881)
divider (286, 795, 420, 796)
acres-text: 640 ACRES, 2½ miles from store and post office; all felled and grassed but 40 acres; 1oft for shelter; fenced and sub-divided into 8 paddocks; 4-roomed cottage, &c. Price, £7 7s an acre; easy terms. We have large list of properties placed on our hands for sale. Inspection invited. (985, 1110, 1109, 1184)
